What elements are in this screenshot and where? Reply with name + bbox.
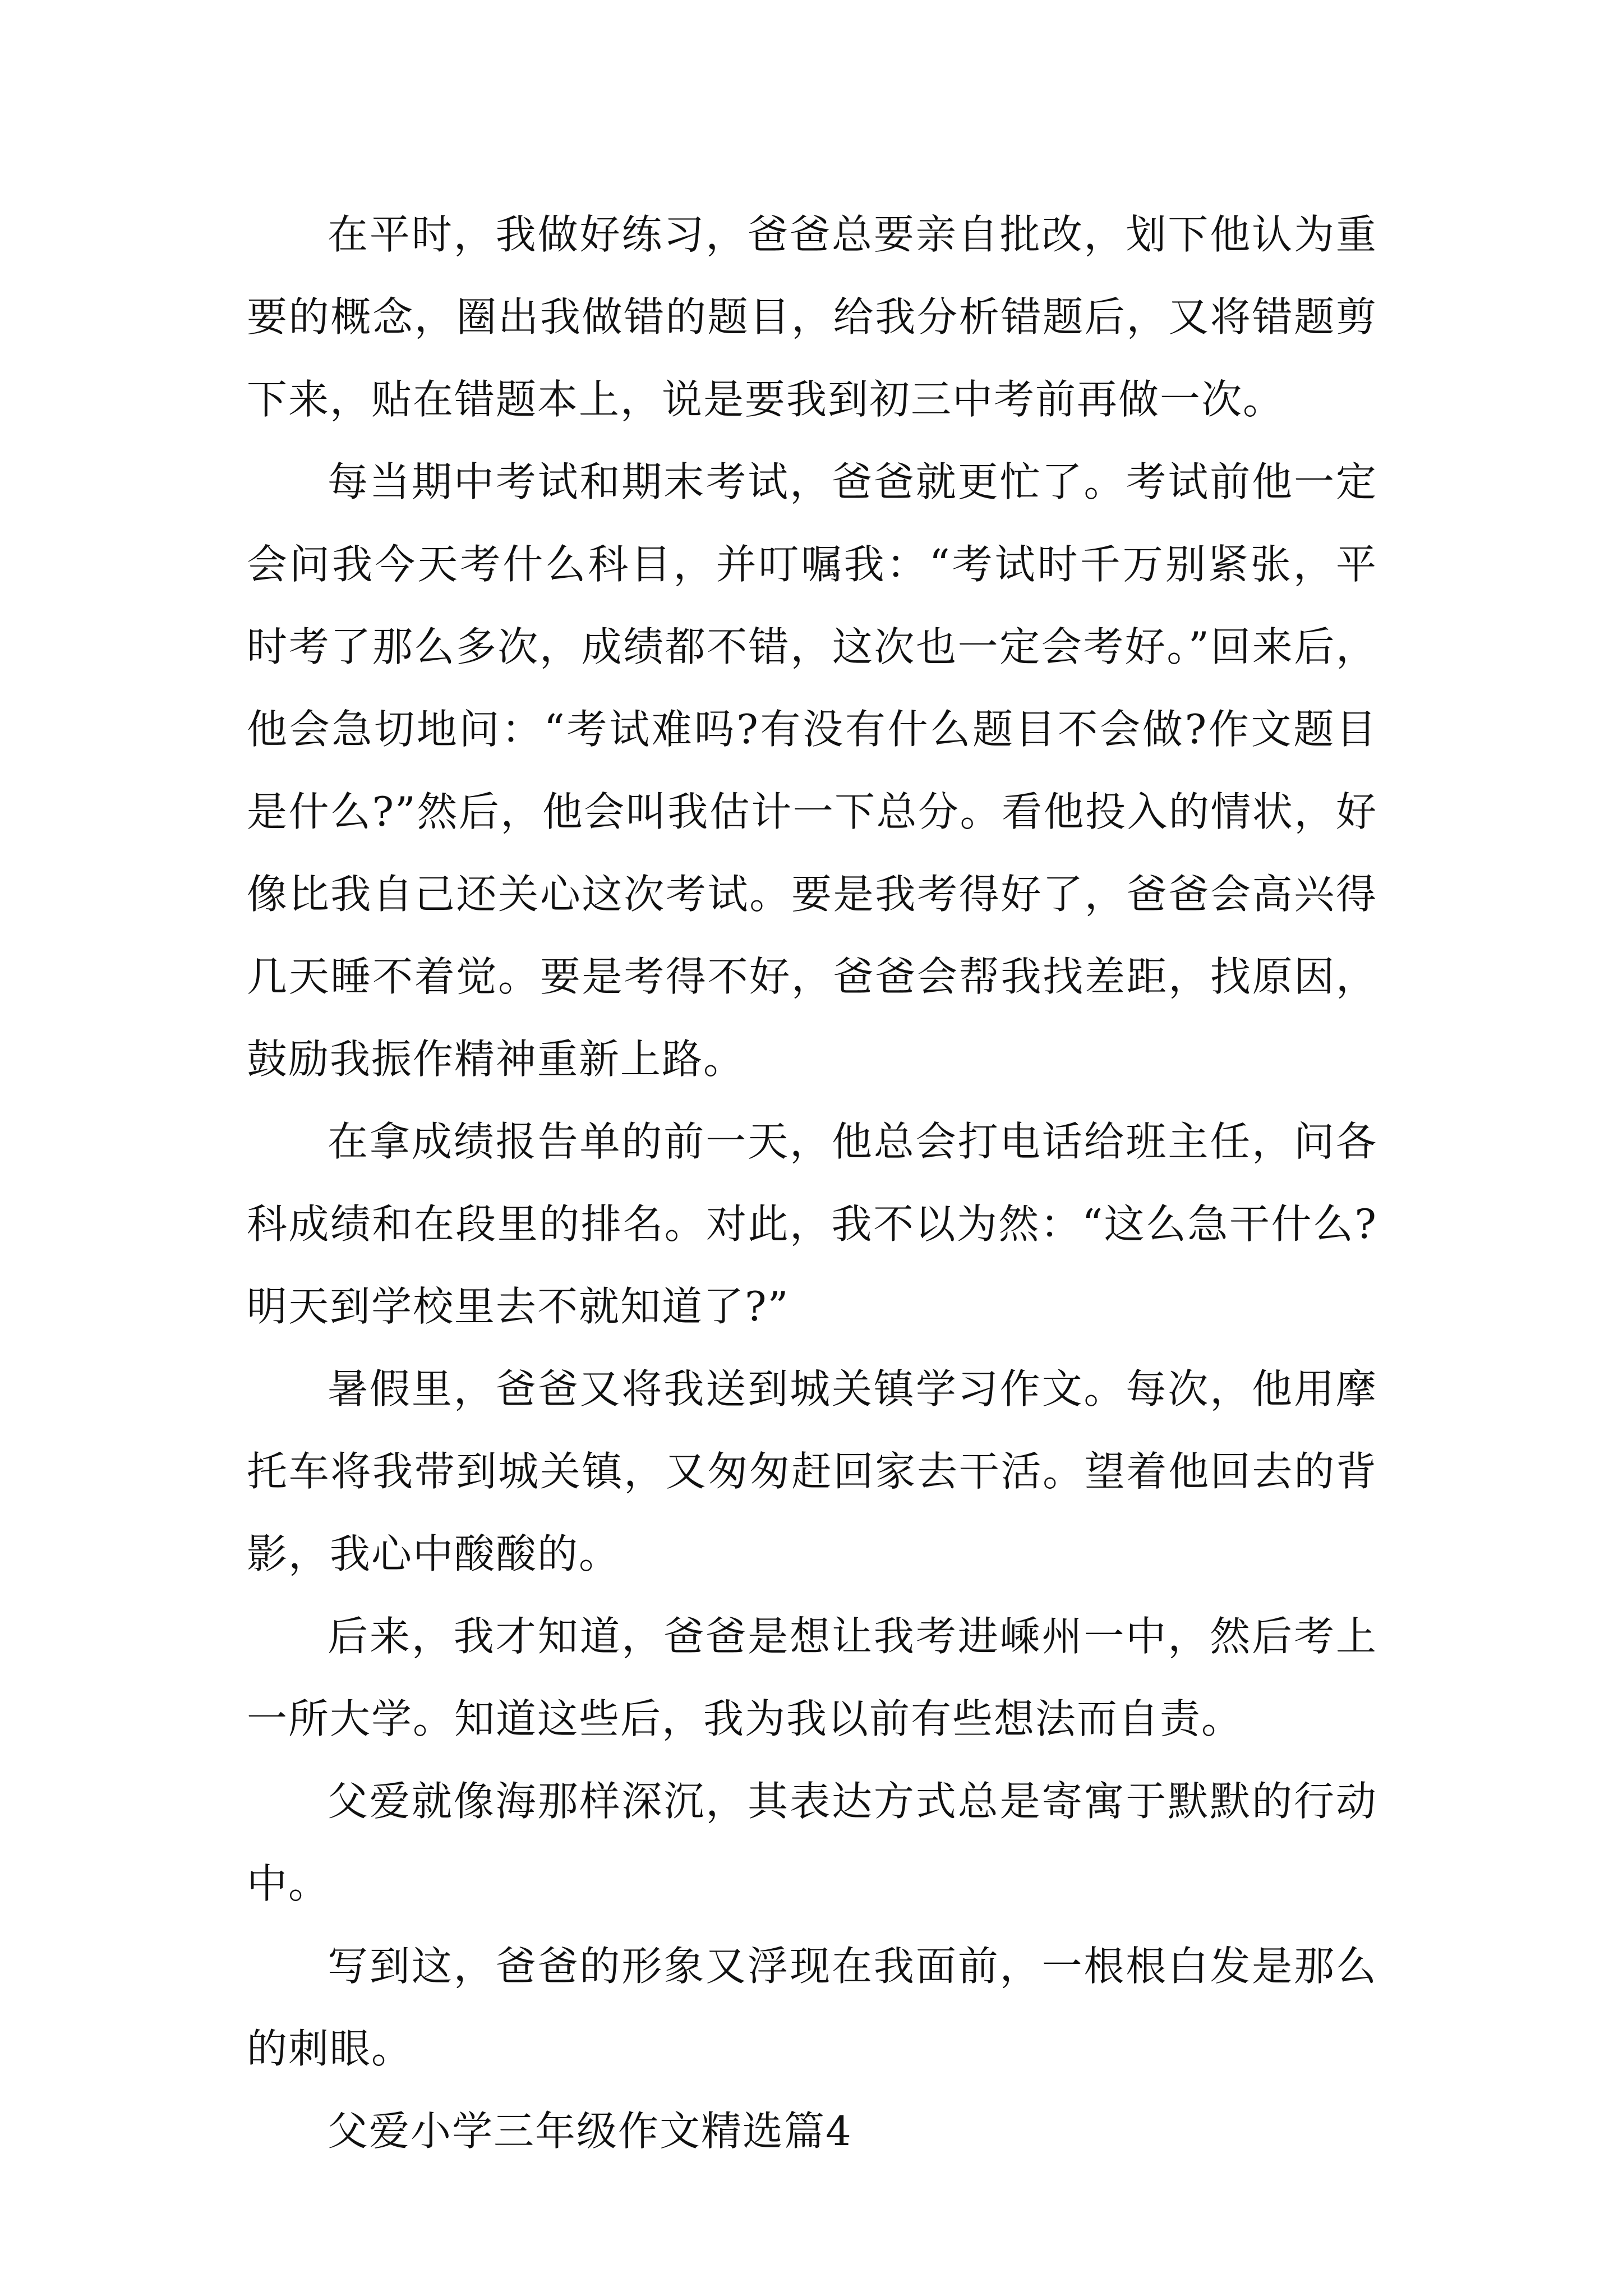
paragraph-5: 后来，我才知道，爸爸是想让我考进嵊州一中，然后考上一所大学。知道这些后，我为我以前有些想法而自责。 — [247, 1613, 1377, 1742]
document-body — [247, 194, 1377, 2173]
paragraph-1: 在平时，我做好练习，爸爸总要亲自批改，划下他认为重要的概念，圈出我做错的题目，给我分析错题后，又将错题剪下来，贴在错题本上，说是要我到初三中考前再做一次。 — [247, 211, 1377, 423]
paragraph-7: 写到这，爸爸的形象又浮现在我面前，一根根白发是那么的刺眼。 — [247, 1943, 1377, 2072]
paragraph-6: 父爱就像海那样深沉，其表达方式总是寄寓于默默的行动中。 — [247, 1778, 1377, 1907]
paragraph-3: 在拿成绩报告单的前一天，他总会打电话给班主任，问各科成绩和在段里的排名。对此，我不以为然：“这么急干什么?明天到学校里去不就知道了?” — [247, 1118, 1377, 1330]
paragraph-2: 每当期中考试和期末考试，爸爸就更忙了。考试前他一定会问我今天考什么科目，并叮嘱我：“考试时千万别紧张，平时考了那么多次，成绩都不错，这次也一定会考好。”回来后，他会急切地问：“考试难吗?有没有什么题目不会做?作文题目是什么?”然后，他会叫我估计一下总分。看他投入的情状，好像比我自己还关心这次考试。要是我考得好了，爸爸会高兴得几天睡不着觉。要是考得不好，爸爸会帮我找差距，找原因，鼓励我振作精神重新上路。 — [247, 458, 1377, 1083]
section-heading: 父爱小学三年级作文精选篇4 — [328, 2108, 852, 2155]
paragraph-4: 暑假里，爸爸又将我送到城关镇学习作文。每次，他用摩托车将我带到城关镇，又匆匆赶回家去干活。望着他回去的背影，我心中酸酸的。 — [247, 1365, 1377, 1577]
